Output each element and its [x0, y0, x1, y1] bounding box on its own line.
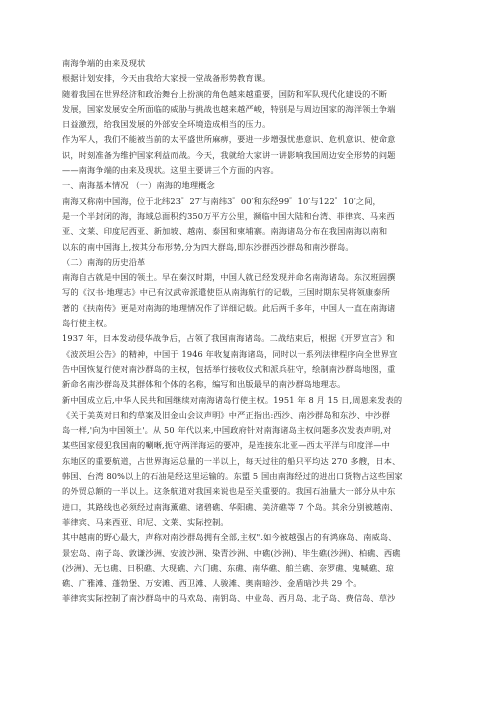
text-line: 南海自古就是中国的领土。早在秦汉时期，中国人就已经发现并命名南海诸岛。东汉班固撰 — [62, 272, 396, 283]
text-line: 以东的南中国海上,按其分布形势,分为四大群岛,即东沙群西沙群岛和南沙群岛。 — [62, 241, 354, 252]
document-page — [62, 56, 438, 607]
text-line: 作为军人，我们不能被当前的太平盛世所麻痹，要进一步增强忧患意识、危机意识、使命意 — [62, 134, 396, 145]
text-line: 告中国恢复行使对南沙群岛的主权，包括举行接收仪式和派兵驻守，绘制南沙群岛地图，重 — [62, 363, 396, 374]
text-line: 东地区的重要航道，占世界海运总量的一半以上，每天过往的船只平均达 270 多艘，日本、 — [62, 455, 401, 466]
text-line: 进口，其路线也必须经过南海薰礁、诸碧礁、华阳礁、美济礁等 7 个岛。其余分别被越南、 — [62, 501, 399, 512]
text-line: 菲律宾实际控制了南沙群岛中的马欢岛、南钥岛、中业岛、西月岛、北子岛、费信岛、草沙 — [62, 593, 396, 604]
text-line: 礁、广雅滩、蓬勃堡、万安滩、西卫滩、人骏滩、奥南暗沙、金盾暗沙共 29 个。 — [62, 578, 362, 589]
text-line: 是一个半封闭的海，海域总面积约350万平方公里，濒临中国大陆和台湾、菲律宾、马来西 — [62, 210, 395, 221]
text-line: 写的《汉书·地理志》中已有汉武帝派遣使臣从南海航行的记载，三国时期东吴将领康泰所 — [62, 287, 390, 298]
text-line: 日益激烈，给我国发展的外部安全环境造成相当的压力。 — [62, 119, 271, 130]
text-line: 1937 年，日本发动侵华战争后，占领了我国南海诸岛。二战结束后，根据《开罗宣言》和 — [62, 333, 395, 344]
text-line: (沙洲)、无乜礁、日积礁、大现礁、六门礁、东礁、南华礁、舶兰礁、奈罗礁、鬼喊礁、琼 — [62, 562, 394, 573]
text-line: 《关于美英对日和约草案及旧金山会议声明》中严正指出:西沙、南沙群岛和东沙、中沙群 — [62, 409, 391, 420]
text-line: 岛行使主权。 — [62, 318, 113, 329]
text-line: 景宏岛、南子岛、敦谦沙洲、安波沙洲、染青沙洲、中礁(沙洲)、毕生礁(沙洲)、柏礁、西礁 — [62, 547, 401, 558]
text-line: 识，时刻准备为维护国家利益而战。今天，我就给大家讲一讲影响我国周边安全形势的问题 — [62, 149, 396, 160]
text-line: 亚、文莱、印度尼西亚、新加坡、越南、泰国和柬埔寨。南海诸岛分布在我国南海以南和 — [62, 226, 388, 237]
text-line: 某些国家侵犯我国南的唰晰,扼守两洋海运的要冲，是连接东北亚—西太平洋与印度洋—中 — [62, 440, 390, 451]
text-line: ——南海争端的由来及现状。这里主要讲三个方面的内容。 — [62, 165, 279, 176]
text-line: 新命名南沙群岛及其群体和个体的名称，编写和出版最早的南沙群岛地理志。 — [62, 379, 346, 390]
text-line: 著的《扶南传》更是对南海的地理情况作了详细记载。此后两千多年，中国人一直在南海诸 — [62, 302, 396, 313]
text-line: 发展，国家发展安全所面临的威胁与挑战也越来越严峻，特别是与周边国家的海洋领土争端 — [62, 103, 396, 114]
text-line: 南海又称南中国海，位于北纬23゜27′与南纬3゜00′和东经99゜10′与122゜10′之间， — [62, 195, 381, 206]
text-line: 菲律宾、马来西亚、印尼、文莱、实际控制。 — [62, 516, 229, 527]
text-line: 新中国成立后,中华人民共和国继续对南海诸岛行使主权。1951 年 8 月 15 日,周恩来发表的 — [62, 394, 403, 405]
section-heading: （二）南海的历史沿革 — [62, 256, 146, 267]
text-line: 《波茨坦公告》的精神，中国于 1946 年收复南海诸岛，同时以一系列法律程序向全世界宣 — [62, 348, 398, 359]
doc-title: 南海争端的由来及现状 — [62, 58, 146, 68]
text-line: 的外贸总额的一半以上。这条航道对我国来说也是至关重要的。我国石油量大一部分从中东 — [62, 486, 396, 497]
text-line: 其中越南的野心最大，声称对南沙群岛拥有全部,主权".如今被越强占的有鸿庥岛、南威岛、 — [62, 532, 397, 543]
text-line: 韩国、台湾 80%以上的石油是经这里运输的。东盟 5 国由南海经过的进出口货物占这些国家 — [62, 471, 403, 482]
section-heading: 一、南海基本情况 （一）南海的地理概念 — [62, 180, 215, 191]
text-line: 岛一样,'向为中国领土'。从 50 年代以来,中国政府针对南海诸岛主权问题多次发表声明,对 — [62, 425, 392, 436]
text-line: 根据计划安排，今天由我给大家授一堂战备形势教育课。 — [62, 73, 271, 84]
text-line: 随着我国在世界经济和政治舞台上扮演的角色越来越重要，国防和军队现代化建设的不断 — [62, 88, 388, 99]
